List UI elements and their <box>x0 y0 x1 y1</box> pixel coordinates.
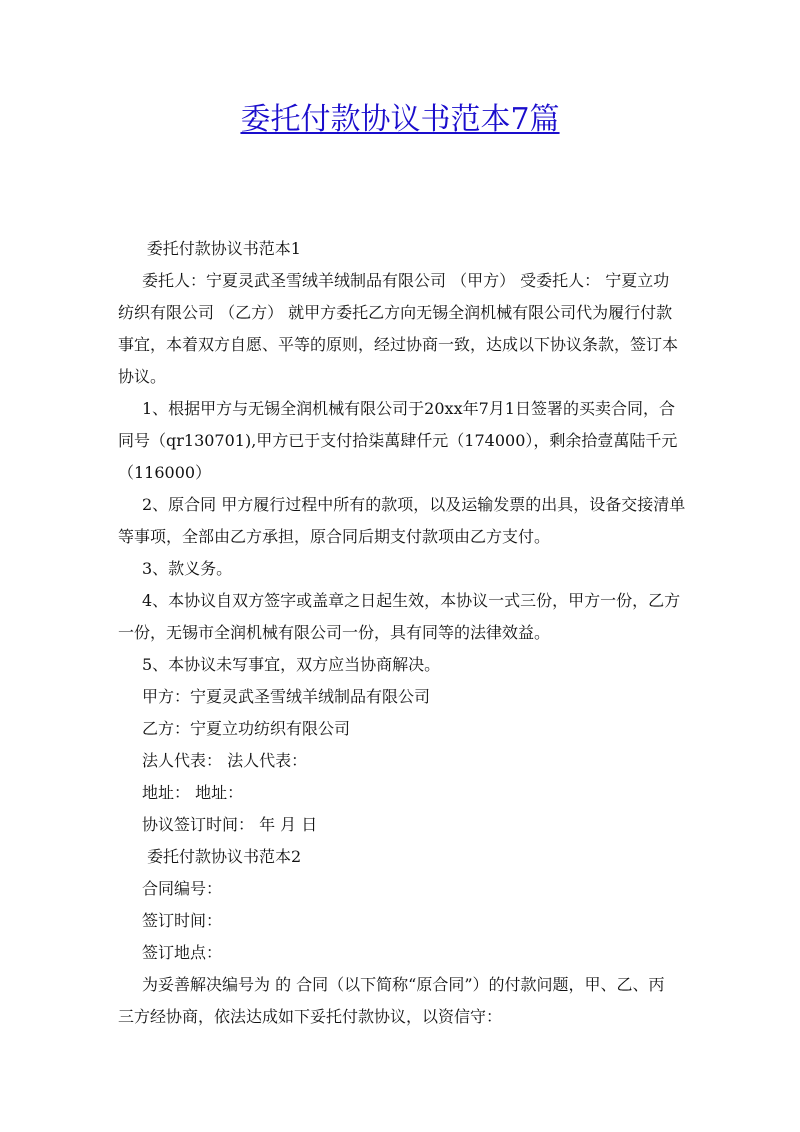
paragraph-line: 2、原合同 甲方履行过程中所有的款项，以及运输发票的出具，设备交接清单 <box>142 495 686 514</box>
contract-number-line: 合同编号： <box>142 879 223 898</box>
section-1-intro-paragraph <box>118 265 688 393</box>
address-line: 地址： 地址： <box>142 783 244 802</box>
section-2-heading: 委托付款协议书范本2 <box>147 847 302 866</box>
clause-2 <box>118 489 688 553</box>
clause-3: 3、款义务。 <box>142 559 233 578</box>
paragraph-line: 委托人：宁夏灵武圣雪绒羊绒制品有限公司 （甲方） 受委托人： 宁夏立功 <box>142 271 670 290</box>
party-a-line: 甲方：宁夏灵武圣雪绒羊绒制品有限公司 <box>142 687 431 706</box>
paragraph-line: （116000） <box>118 463 212 482</box>
signing-place-line: 签订地点： <box>142 943 223 962</box>
paragraph-line: 纺织有限公司 （乙方） 就甲方委托乙方向无锡全润机械有限公司代为履行付款 <box>118 303 673 322</box>
section-2-intro-paragraph <box>118 969 688 1033</box>
legal-representative-line: 法人代表： 法人代表： <box>142 751 308 770</box>
paragraph-line: 三方经协商，依法达成如下妥托付款协议，以资信守： <box>118 1007 503 1026</box>
paragraph-line: 为妥善解决编号为 的 合同（以下简称“原合同”）的付款问题，甲、乙、丙 <box>142 975 665 994</box>
paragraph-line: 等事项，全部由乙方承担，原合同后期支付款项由乙方支付。 <box>118 527 551 546</box>
clause-1 <box>118 393 688 489</box>
paragraph-line: 同号（qr130701),甲方已于支付拾柒萬肆仟元（174000），剩余拾壹萬陆千元 <box>118 431 678 450</box>
paragraph-line: 协议。 <box>118 367 167 386</box>
party-b-line: 乙方：宁夏立功纺织有限公司 <box>142 719 351 738</box>
signing-time-line: 协议签订时间： 年 月 日 <box>142 815 318 834</box>
paragraph-line: 1、根据甲方与无锡全润机械有限公司于20xx年7月1日签署的买卖合同，合 <box>142 399 675 418</box>
paragraph-line: 一份，无锡市全润机械有限公司一份，具有同等的法律效益。 <box>118 623 551 642</box>
clause-4 <box>118 585 688 649</box>
section-1-heading: 委托付款协议书范本1 <box>146 239 301 258</box>
signing-time-line: 签订时间： <box>142 911 223 930</box>
paragraph-line: 4、本协议自双方签字或盖章之日起生效，本协议一式三份，甲方一份，乙方 <box>142 591 681 610</box>
paragraph-line: 事宜，本着双方自愿、平等的原则，经过协商一致，达成以下协议条款，签订本 <box>118 335 679 354</box>
clause-5: 5、本协议未写事宜，双方应当协商解决。 <box>142 655 441 674</box>
document-title[interactable]: 委托付款协议书范本7篇 <box>240 102 560 137</box>
document-body <box>118 233 688 1033</box>
